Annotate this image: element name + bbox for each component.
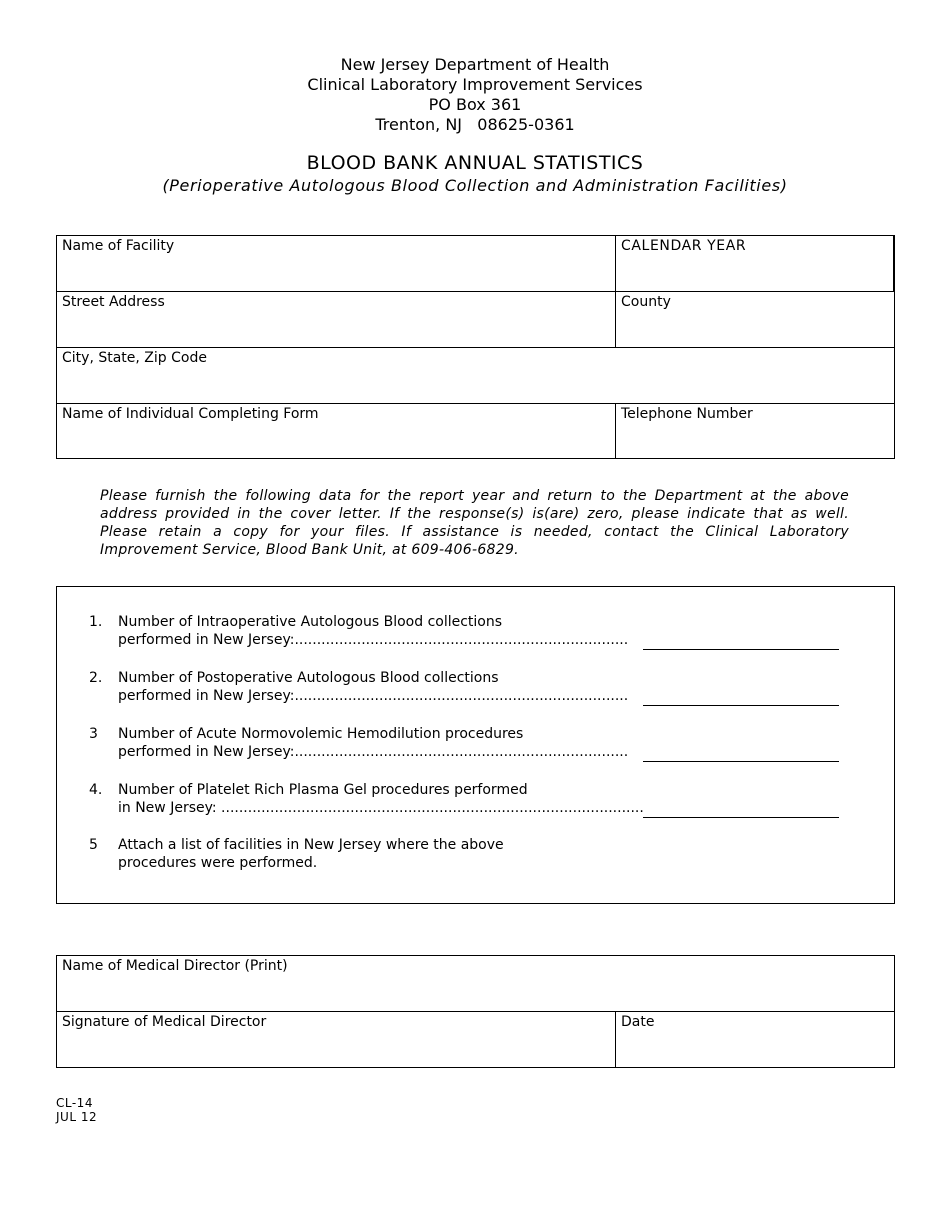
agency-city: Trenton, NJ 08625-0361	[375, 115, 575, 134]
question-line1: Number of Acute Normovolemic Hemodilution procedures	[118, 726, 524, 742]
individual-name-label: Name of Individual Completing Form	[62, 406, 319, 422]
question-text	[118, 613, 628, 649]
question-number: 2.	[89, 670, 103, 686]
county-label: County	[621, 294, 671, 310]
question-line1: Attach a list of facilities in New Jersey where the above	[118, 837, 504, 853]
agency-division: Clinical Laboratory Improvement Services	[307, 75, 643, 94]
question-line2: performed in New Jersey:	[118, 632, 295, 648]
director-signature-field[interactable]	[57, 1011, 615, 1067]
instructions-text: Please furnish the following data for the report year and return to the Department at the above address provided in the cover letter. If the response(s) is(are) zero, please indicate that as well. Please retain a copy for your files. If assistance is needed, contact the Clinical Laboratory Improvement Service, Blood Bank Unit, at 609-406-6829.	[100, 488, 849, 558]
facility-info-box	[56, 235, 895, 459]
director-name-label: Name of Medical Director (Print)	[62, 958, 288, 974]
question-number: 3	[89, 726, 98, 742]
form-footer	[56, 1096, 97, 1124]
street-address-field[interactable]	[57, 291, 615, 347]
answer-line-2[interactable]	[643, 677, 839, 706]
director-signature-label: Signature of Medical Director	[62, 1014, 267, 1030]
question-number: 1.	[89, 614, 103, 630]
question-line2: performed in New Jersey:	[118, 744, 295, 760]
question-text	[118, 725, 628, 761]
leader-dots: ...........................................................................	[294, 744, 629, 760]
leader-dots: ...........................................................................	[294, 688, 629, 704]
question-text	[118, 781, 644, 817]
agency-po-box: PO Box 361	[428, 95, 522, 114]
answer-line-3[interactable]	[643, 733, 839, 762]
telephone-field[interactable]	[615, 403, 894, 458]
form-revision: JUL 12	[56, 1110, 98, 1124]
individual-name-field[interactable]	[57, 403, 615, 458]
question-line2: procedures were performed.	[118, 855, 318, 871]
director-name-field[interactable]	[57, 956, 894, 1012]
calendar-year-label: CALENDAR YEAR	[621, 238, 747, 254]
date-label: Date	[621, 1014, 655, 1030]
question-number: 5	[89, 837, 98, 853]
agency-header	[0, 55, 950, 135]
question-text	[118, 669, 628, 705]
form-title: BLOOD BANK ANNUAL STATISTICS	[306, 152, 644, 174]
question-line2: in New Jersey:	[118, 800, 222, 816]
question-line1: Number of Intraoperative Autologous Blood collections	[118, 614, 503, 630]
answer-line-4[interactable]	[643, 789, 839, 818]
date-field[interactable]	[615, 1011, 894, 1067]
question-number: 4.	[89, 782, 103, 798]
facility-name-field[interactable]	[57, 236, 615, 292]
question-text	[118, 836, 504, 872]
city-state-zip-label: City, State, Zip Code	[62, 350, 207, 366]
county-field[interactable]	[615, 291, 894, 347]
signature-box	[56, 955, 895, 1068]
question-line1: Number of Postoperative Autologous Blood collections	[118, 670, 499, 686]
telephone-label: Telephone Number	[621, 406, 753, 422]
calendar-year-field[interactable]	[615, 236, 894, 292]
leader-dots: ...............................................................................................	[221, 800, 644, 816]
city-state-zip-field[interactable]	[57, 347, 894, 403]
leader-dots: ...........................................................................	[294, 632, 629, 648]
question-line2: performed in New Jersey:	[118, 688, 295, 704]
form-subtitle: (Perioperative Autologous Blood Collection and Administration Facilities)	[162, 176, 788, 195]
facility-name-label: Name of Facility	[62, 238, 175, 254]
street-address-label: Street Address	[62, 294, 165, 310]
question-line1: Number of Platelet Rich Plasma Gel procedures performed	[118, 782, 528, 798]
form-id: CL-14	[56, 1096, 93, 1110]
statistics-box	[56, 586, 895, 904]
agency-name: New Jersey Department of Health	[340, 55, 610, 74]
answer-line-1[interactable]	[643, 621, 839, 650]
